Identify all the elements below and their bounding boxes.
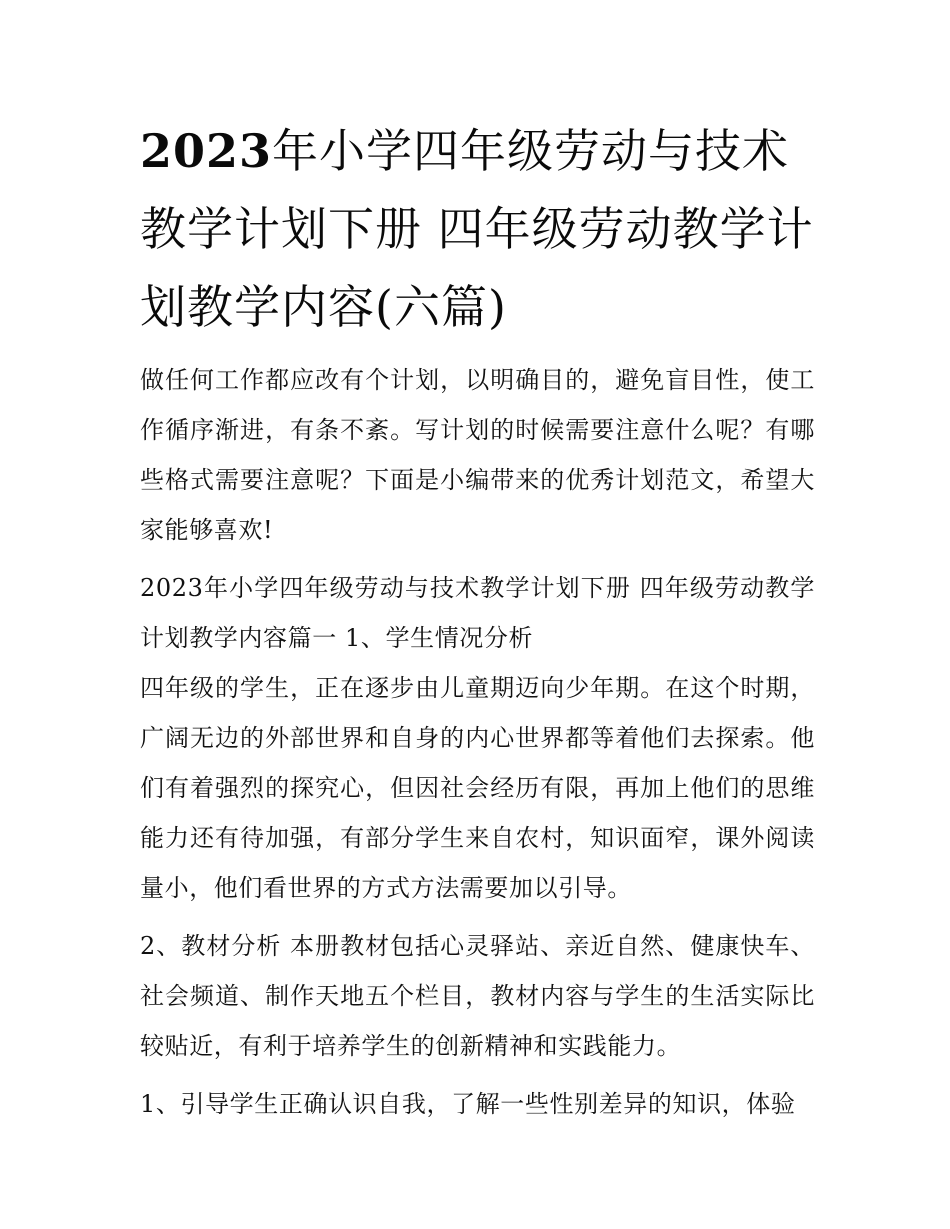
goal-paragraph: 1、引导学生正确认识自我，了解一些性别差异的知识，体验 <box>140 1090 796 1118</box>
student-analysis-paragraph: 四年级的学生，正在逐步由儿童期迈向少年期。在这个时期，广阔无边的外部世界和自身的内心世界都等着他们去探索。他们有着强烈的探究心，但因社会经历有限，再加上他们的思维能力还有待加强，有部分学生来自农村，知识面窄，课外阅读量小，他们看世界的方式方法需要加以引导。 <box>140 674 815 902</box>
intro-paragraph: 做任何工作都应改有个计划，以明确目的，避免盲目性，使工作循序渐进，有条不紊。写计划的时候需要注意什么呢？有哪些格式需要注意呢？下面是小编带来的优秀计划范文，希望大家能够喜欢! <box>140 366 815 544</box>
textbook-analysis-paragraph: 2、教材分析 本册教材包括心灵驿站、亲近自然、健康快车、社会频道、制作天地五个栏目，教材内容与学生的生活实际比较贴近，有利于培养学生的创新精神和实践能力。 <box>140 932 815 1060</box>
section-heading-paragraph: 2023年小学四年级劳动与技术教学计划下册 四年级劳动教学计划教学内容篇一 1、学生情况分析 <box>140 574 815 652</box>
document-title <box>140 112 820 346</box>
document-body <box>140 355 815 1137</box>
title-text: 年小学四年级劳动与技术教学计划下册 四年级劳动教学计划教学内容(六篇) <box>140 124 814 334</box>
title-year: 2023 <box>140 124 273 178</box>
